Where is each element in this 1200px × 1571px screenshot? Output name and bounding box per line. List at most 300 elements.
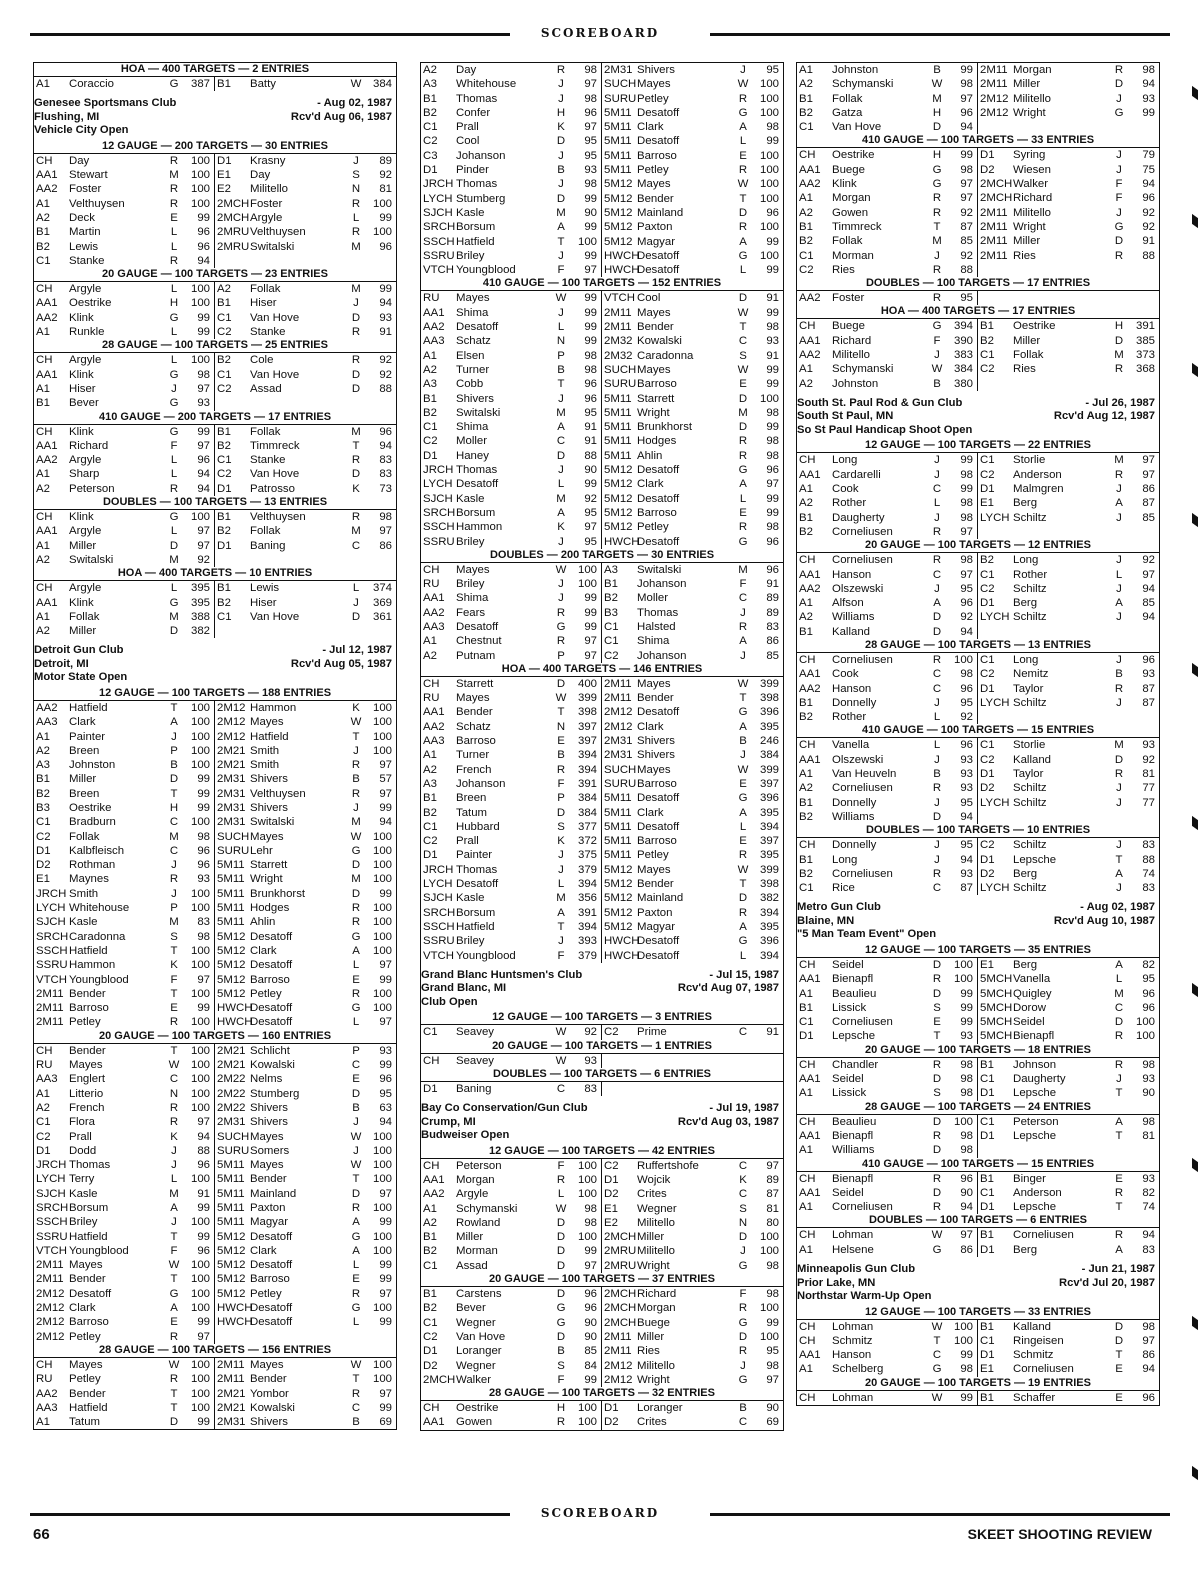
score: 97 [584, 78, 597, 91]
class-code: E1 [980, 1363, 994, 1376]
score: 69 [766, 1416, 779, 1429]
initial: E [557, 735, 565, 748]
event-section [34, 687, 396, 1030]
result-row [797, 468, 1159, 482]
initial: A [557, 906, 565, 919]
result-entry [602, 406, 783, 420]
club-name: Bay Co Conservation/Gun Club [421, 1102, 588, 1115]
class-code: AA3 [36, 1401, 58, 1414]
shooter-name: Johanson [637, 649, 687, 662]
result-row [421, 763, 783, 777]
result-row [34, 1215, 396, 1229]
shooter-name: Shivers [250, 1416, 288, 1429]
score: 73 [379, 482, 392, 495]
edge-mark [1192, 214, 1198, 228]
score [751, 1082, 783, 1096]
result-entry [215, 197, 396, 211]
score: 98 [584, 349, 597, 362]
result-entry [34, 325, 215, 339]
score: 99 [379, 887, 392, 900]
initial: R [738, 620, 748, 633]
initial: W [931, 1229, 943, 1242]
shooter-name: Mayes [69, 1358, 103, 1371]
class-code: A2 [36, 1101, 50, 1114]
result-row [34, 772, 396, 786]
result-entry [215, 77, 396, 91]
result-entry [215, 453, 396, 467]
shooter-name: Cardarelli [832, 468, 881, 481]
result-entry [978, 453, 1159, 467]
score: 98 [584, 363, 597, 376]
shooter-name: Walker [1013, 178, 1049, 191]
score: 96 [197, 240, 210, 253]
section-heading [797, 539, 1159, 553]
shooter-name: Van Hove [250, 610, 300, 623]
class-code: 2M12 [217, 730, 246, 743]
result-row [797, 1228, 1159, 1242]
score: 100 [759, 221, 779, 234]
class-code: 2MCH [217, 197, 250, 210]
shooter-name: Mayes [637, 677, 671, 690]
class-code: 2M22 [217, 1087, 246, 1100]
result-row [797, 625, 1159, 639]
result-entry [797, 249, 978, 263]
score: 100 [953, 654, 973, 666]
score: 100 [577, 1159, 597, 1172]
initial: J [934, 796, 940, 809]
class-code: 5MCH [980, 987, 1013, 1000]
initial: P [170, 744, 178, 757]
initial: A [557, 421, 565, 434]
initial [348, 254, 364, 268]
result-row [797, 1186, 1159, 1200]
shooter-name: Schymanski [832, 78, 894, 91]
result-entry [978, 667, 1159, 681]
class-code: 2MRU [604, 1245, 637, 1258]
score [1127, 377, 1159, 391]
score: 99 [197, 425, 210, 438]
class-code: 5M12 [217, 959, 246, 972]
result-entry [421, 1244, 602, 1258]
result-row [421, 1230, 783, 1244]
initial: R [169, 482, 179, 495]
shooter-name: Seavey [456, 1026, 494, 1039]
initial: J [353, 744, 359, 757]
initial: S [933, 1087, 941, 1100]
section-title: 410 GAUGE — 100 TARGETS — 15 ENTRIES [861, 724, 1095, 737]
class-code: C1 [980, 1334, 995, 1347]
score: 98 [960, 1363, 973, 1376]
shooter-name: Schiltz [1013, 696, 1047, 709]
result-row [421, 1401, 783, 1415]
class-code: RU [423, 578, 440, 591]
class-code: B2 [217, 596, 231, 609]
initial: R [351, 1202, 361, 1214]
result-entry [421, 763, 602, 777]
result-entry [602, 791, 783, 805]
shooter-name: Militello [250, 183, 288, 196]
class-code: 5M12 [604, 506, 633, 519]
score: 92 [960, 206, 973, 219]
result-entry [978, 319, 1159, 333]
shooter-name: Switalski [456, 406, 501, 419]
shooter-name: Barroso [250, 1273, 290, 1286]
shooter-name: Barroso [637, 777, 677, 790]
result-entry [602, 1259, 783, 1273]
class-code [215, 396, 250, 410]
shooter-name: Clark [637, 478, 664, 491]
result-entry [602, 649, 783, 663]
class-code: CH [799, 1229, 816, 1242]
initial: T [557, 378, 565, 391]
class-code: 2M11 [36, 987, 64, 1000]
score: 395 [759, 806, 779, 819]
initial: J [1116, 163, 1122, 176]
result-entry [215, 524, 396, 538]
section-heading [797, 724, 1159, 738]
result-row [797, 867, 1159, 881]
result-entry [978, 753, 1159, 767]
header-title: SCOREBOARD [533, 26, 667, 40]
initial: R [556, 635, 566, 648]
class-code: AA2 [36, 454, 58, 467]
footer-title: SCOREBOARD [533, 1506, 667, 1520]
initial: D [1114, 1016, 1124, 1029]
shooter-name: Hatfield [69, 944, 108, 957]
result-row [34, 1230, 396, 1244]
score: 98 [960, 1073, 973, 1086]
initial: G [738, 706, 748, 719]
score [1127, 525, 1159, 539]
score: 397 [759, 777, 779, 790]
score: 98 [960, 468, 973, 481]
shooter-name: Kalland [1013, 753, 1051, 766]
initial: R [351, 226, 361, 239]
result-entry [421, 92, 602, 106]
class-code: LYCH [423, 878, 453, 891]
result-row [421, 1082, 783, 1096]
class-code: VTCH [423, 264, 455, 277]
result-row [797, 853, 1159, 867]
result-entry [421, 1216, 602, 1230]
shooter-name: Hatfield [250, 730, 289, 743]
result-entry [421, 177, 602, 191]
result-row [421, 1287, 783, 1301]
result-row [797, 710, 1159, 724]
club-line [797, 397, 1159, 411]
result-entry [797, 220, 978, 234]
score: 94 [197, 254, 210, 267]
section-heading [421, 663, 783, 677]
shooter-name: Borsum [456, 506, 496, 519]
initial: R [738, 221, 748, 234]
score: 98 [1142, 1115, 1155, 1128]
initial: P [352, 1044, 360, 1057]
class-code: 5M12 [217, 1287, 246, 1300]
result-row [797, 667, 1159, 681]
class-code: B1 [799, 796, 813, 809]
result-entry [34, 987, 215, 1001]
result-entry [34, 930, 215, 944]
result-row [34, 1058, 396, 1072]
score: 99 [584, 221, 597, 234]
score: 100 [190, 1044, 210, 1057]
section-heading [797, 639, 1159, 653]
score: 100 [577, 235, 597, 248]
score: 95 [960, 839, 973, 852]
score: 96 [960, 597, 973, 610]
result-row [34, 353, 396, 367]
shooter-name: Barroso [456, 735, 496, 748]
initial: R [169, 1116, 179, 1129]
score: 98 [584, 64, 597, 76]
shooter-name: Hanson [832, 1349, 872, 1362]
initial [348, 553, 364, 567]
result-row [34, 1172, 396, 1186]
score: 83 [584, 1082, 597, 1095]
result-entry [421, 620, 602, 634]
result-entry [978, 291, 1159, 305]
initial: G [351, 844, 361, 857]
initial: L [352, 1016, 360, 1029]
shooter-name: Wojcik [637, 1174, 671, 1186]
result-entry [797, 596, 978, 610]
class-code: C2 [423, 435, 438, 448]
initial: G [932, 178, 942, 191]
club-header [421, 963, 783, 1012]
section-heading [34, 1030, 396, 1044]
section-heading [797, 824, 1159, 838]
initial: W [931, 1391, 943, 1404]
initial: M [351, 873, 361, 886]
score: 98 [379, 511, 392, 524]
initial: R [1114, 1058, 1124, 1071]
class-code: CH [36, 582, 53, 595]
initial: D [932, 1144, 942, 1157]
result-entry [978, 781, 1159, 795]
result-row [34, 1358, 396, 1372]
class-code: VTCH [604, 292, 636, 305]
class-code: 2MCH [980, 178, 1013, 191]
score: 96 [766, 464, 779, 477]
result-entry [602, 734, 783, 748]
initial: L [557, 878, 565, 891]
shooter-name: Caradonna [69, 930, 126, 943]
result-entry [421, 506, 602, 520]
shooter-name: Oestrike [69, 801, 112, 814]
club-line [34, 671, 396, 685]
result-entry [797, 867, 978, 881]
section-title: HOA — 400 TARGETS — 146 ENTRIES [501, 662, 703, 675]
result-entry [215, 1372, 396, 1386]
result-entry [421, 520, 602, 534]
result-entry [797, 1348, 978, 1362]
initial: C [932, 682, 942, 695]
shooter-name: Syring [1013, 149, 1046, 162]
score: 100 [372, 1230, 392, 1243]
section-title: 28 GAUGE — 100 TARGETS — 24 ENTRIES [865, 1100, 1091, 1113]
section-heading [421, 277, 783, 291]
shooter-name: Youngblood [69, 1244, 129, 1257]
initial: F [170, 439, 178, 452]
score: 100 [577, 578, 597, 591]
result-row [797, 972, 1159, 986]
shooter-name: Chandler [832, 1058, 879, 1071]
score: 394 [759, 949, 779, 962]
shooter-name: Militello [1013, 206, 1051, 219]
initial: T [352, 1373, 360, 1386]
initial: G [738, 249, 748, 262]
initial: F [739, 1288, 747, 1301]
class-code: SUCH [604, 78, 637, 91]
section-heading [34, 687, 396, 701]
result-entry [215, 624, 396, 638]
score: 394 [759, 820, 779, 833]
initial: J [1116, 696, 1122, 709]
result-entry [602, 535, 783, 549]
class-code: A2 [799, 782, 813, 795]
score: 100 [953, 1334, 973, 1347]
initial: C [738, 1188, 748, 1201]
result-entry [602, 620, 783, 634]
shooter-name: Richard [69, 439, 109, 452]
score: 95 [1142, 973, 1155, 986]
class-code: A1 [36, 197, 50, 210]
initial: R [932, 1172, 942, 1185]
class-code: 5M12 [604, 920, 633, 933]
result-entry [797, 1115, 978, 1129]
initial: W [350, 1159, 362, 1172]
score: 100 [372, 1173, 392, 1186]
score: 96 [960, 682, 973, 695]
result-entry [602, 1054, 783, 1068]
class-code: C1 [604, 635, 619, 648]
result-entry [797, 781, 978, 795]
score: 100 [372, 744, 392, 757]
class-code: A1 [36, 468, 50, 481]
result-entry [215, 1001, 396, 1015]
class-code: C2 [980, 363, 995, 376]
class-code: D2 [980, 867, 995, 880]
result-entry [978, 1186, 1159, 1200]
initial: D [556, 677, 566, 690]
result-entry [34, 1058, 215, 1072]
score: 100 [372, 916, 392, 929]
score: 96 [1142, 1391, 1155, 1404]
shooter-name: Long [1013, 554, 1039, 567]
shooter-name: Mayes [637, 863, 671, 876]
result-entry [602, 891, 783, 905]
score: 96 [766, 563, 779, 576]
class-code: AA2 [799, 292, 821, 305]
result-row [421, 163, 783, 177]
result-row [797, 77, 1159, 91]
initial: J [171, 859, 177, 872]
initial: R [932, 263, 942, 276]
result-row [797, 319, 1159, 333]
score: 93 [1142, 1172, 1155, 1185]
shooter-name: Miller [637, 1231, 665, 1244]
initial: A [557, 221, 565, 234]
result-entry [797, 582, 978, 596]
result-row [797, 796, 1159, 810]
result-row [421, 877, 783, 891]
shooter-name: Desatoff [637, 264, 680, 277]
result-entry [34, 311, 215, 325]
shooter-name: Alfson [832, 597, 864, 610]
score: 397 [577, 720, 597, 733]
result-entry [797, 263, 978, 277]
class-code: B1 [36, 773, 50, 786]
initial: F [557, 777, 565, 790]
score: 99 [197, 1230, 210, 1243]
club-line [797, 1263, 1159, 1277]
section-title: 20 GAUGE — 100 TARGETS — 37 ENTRIES [489, 1273, 715, 1286]
shooter-name: Desatoff [637, 135, 680, 148]
shooter-name: Richard [637, 1288, 677, 1301]
result-entry [34, 1315, 215, 1329]
result-row [421, 1259, 783, 1273]
class-code: 2M12 [604, 1373, 633, 1386]
shooter-name: Argyle [69, 454, 102, 467]
score: 97 [379, 1387, 392, 1400]
result-row [421, 291, 783, 305]
class-code: SUCH [604, 763, 637, 776]
result-entry [421, 1301, 602, 1315]
initial: D [1114, 1334, 1124, 1347]
result-entry [34, 553, 215, 567]
score: 393 [577, 935, 597, 948]
shooter-name: Mayes [637, 306, 671, 319]
class-code: B2 [423, 1302, 437, 1315]
result-row [34, 758, 396, 772]
initial: R [738, 849, 748, 862]
initial: W [931, 78, 943, 91]
class-code: AA1 [423, 1416, 445, 1429]
result-entry [215, 482, 396, 496]
shooter-name: Taylor [1013, 768, 1044, 781]
section-title: 12 GAUGE — 100 TARGETS — 33 ENTRIES [865, 1305, 1091, 1318]
score: 99 [197, 326, 210, 339]
shooter-name: Ahlin [250, 916, 276, 929]
result-entry [797, 853, 978, 867]
score: 96 [960, 106, 973, 119]
initial: F [933, 334, 941, 347]
shooter-name: Hatfield [69, 1401, 108, 1414]
shooter-name [1013, 263, 1111, 277]
result-row [34, 787, 396, 801]
event-section [797, 639, 1159, 724]
initial: M [556, 892, 566, 905]
score: 96 [766, 206, 779, 219]
class-code: 2M12 [217, 716, 246, 729]
score: 96 [584, 106, 597, 119]
class-code: HWCH [604, 949, 640, 962]
initial: M [556, 406, 566, 419]
initial: D [351, 382, 361, 395]
initial: R [932, 554, 942, 567]
class-code: 2M11 [36, 1002, 64, 1015]
event-section [797, 944, 1159, 1044]
result-entry [602, 434, 783, 448]
score: 95 [960, 796, 973, 809]
result-entry [34, 1258, 215, 1272]
class-code: C2 [980, 668, 995, 681]
initial: W [555, 1054, 567, 1067]
initial: S [557, 1359, 565, 1372]
shooter-name: Desatoff [637, 492, 680, 505]
result-entry [797, 553, 978, 567]
